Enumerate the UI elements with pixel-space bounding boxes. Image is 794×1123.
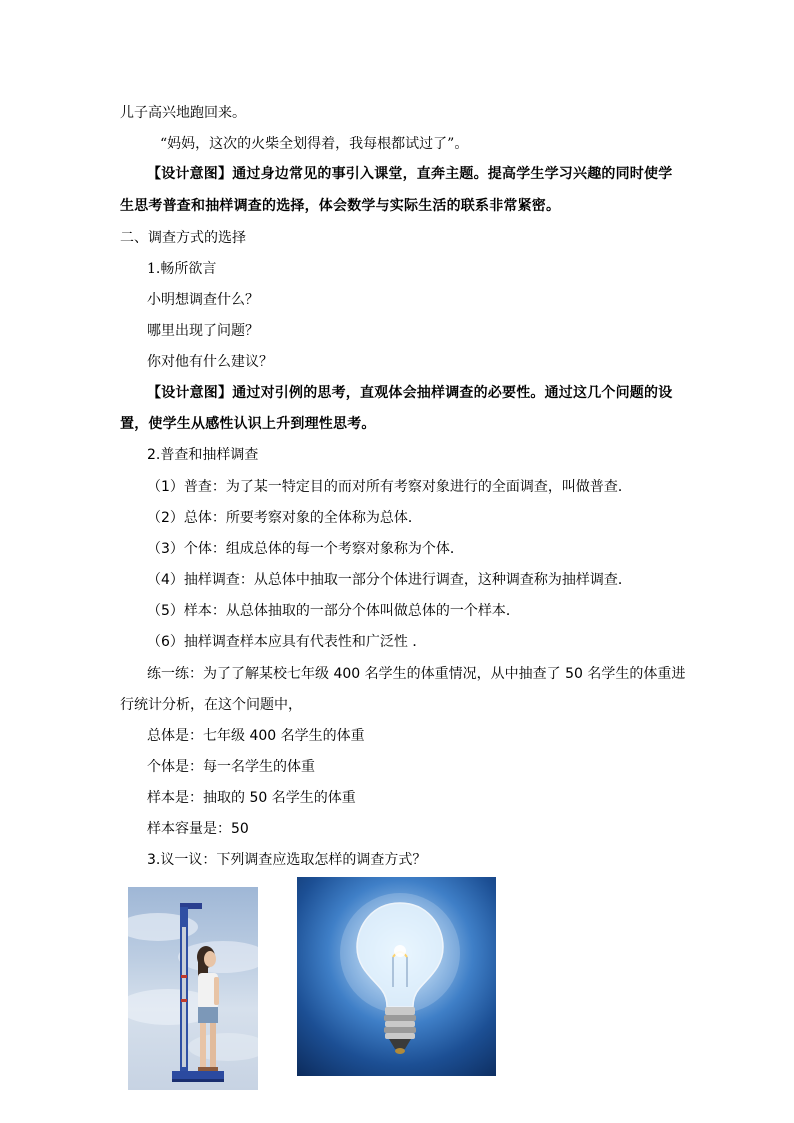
height-scale-photo: [128, 887, 258, 1090]
paragraph-line: 儿子高兴地跑回来。: [120, 105, 246, 121]
light-bulb-photo: [297, 877, 496, 1076]
question-line: 哪里出现了问题？: [147, 323, 259, 339]
answer-line: 样本容量是：50: [147, 821, 249, 837]
definition-line: （3）个体：组成总体的每一个考察对象称为个体．: [147, 541, 464, 557]
answer-line: 样本是：抽取的 50 名学生的体重: [147, 790, 356, 806]
definition-line: （6）抽样调查样本应具有代表性和广泛性 ．: [147, 634, 427, 650]
design-intent-line: 生思考普查和抽样调查的选择，体会数学与实际生活的联系非常紧密。: [120, 198, 561, 214]
design-intent-line: 【设计意图】通过身边常见的事引入课堂，直奔主题。提高学生学习兴趣的同时使学: [147, 166, 673, 182]
definition-line: （4）抽样调查：从总体中抽取一部分个体进行调查，这种调查称为抽样调查．: [147, 572, 632, 588]
design-intent-line: 置，使学生从感性认识上升到理性思考。: [120, 416, 376, 432]
subsection-heading: 3.议一议：下列调查应选取怎样的调查方式？: [147, 852, 427, 868]
question-line: 小明想调查什么？: [147, 292, 259, 308]
light-bulb-illustration: [297, 877, 496, 1076]
definition-line: （2）总体：所要考察对象的全体称为总体．: [147, 510, 422, 526]
section-heading: 二、调查方式的选择: [120, 230, 246, 246]
definition-line: （1）普查：为了某一特定目的而对所有考察对象进行的全面调查，叫做普查．: [147, 479, 632, 495]
question-line: 你对他有什么建议？: [147, 354, 273, 370]
exercise-line: 行统计分析，在这个问题中，: [120, 697, 302, 713]
height-scale-illustration: [128, 887, 258, 1090]
subsection-heading: 1.畅所欲言: [147, 261, 217, 277]
design-intent-line: 【设计意图】通过对引例的思考，直观体会抽样调查的必要性。通过这几个问题的设: [147, 385, 673, 401]
paragraph-line: “妈妈，这次的火柴全划得着，我每根都试过了”。: [160, 136, 469, 152]
answer-line: 个体是：每一名学生的体重: [147, 759, 315, 775]
definition-line: （5）样本：从总体抽取的一部分个体叫做总体的一个样本．: [147, 603, 520, 619]
exercise-line: 练一练：为了了解某校七年级 400 名学生的体重情况，从中抽查了 50 名学生的体重进: [147, 666, 686, 682]
subsection-heading: 2.普查和抽样调查: [147, 447, 259, 463]
answer-line: 总体是：七年级 400 名学生的体重: [147, 728, 365, 744]
